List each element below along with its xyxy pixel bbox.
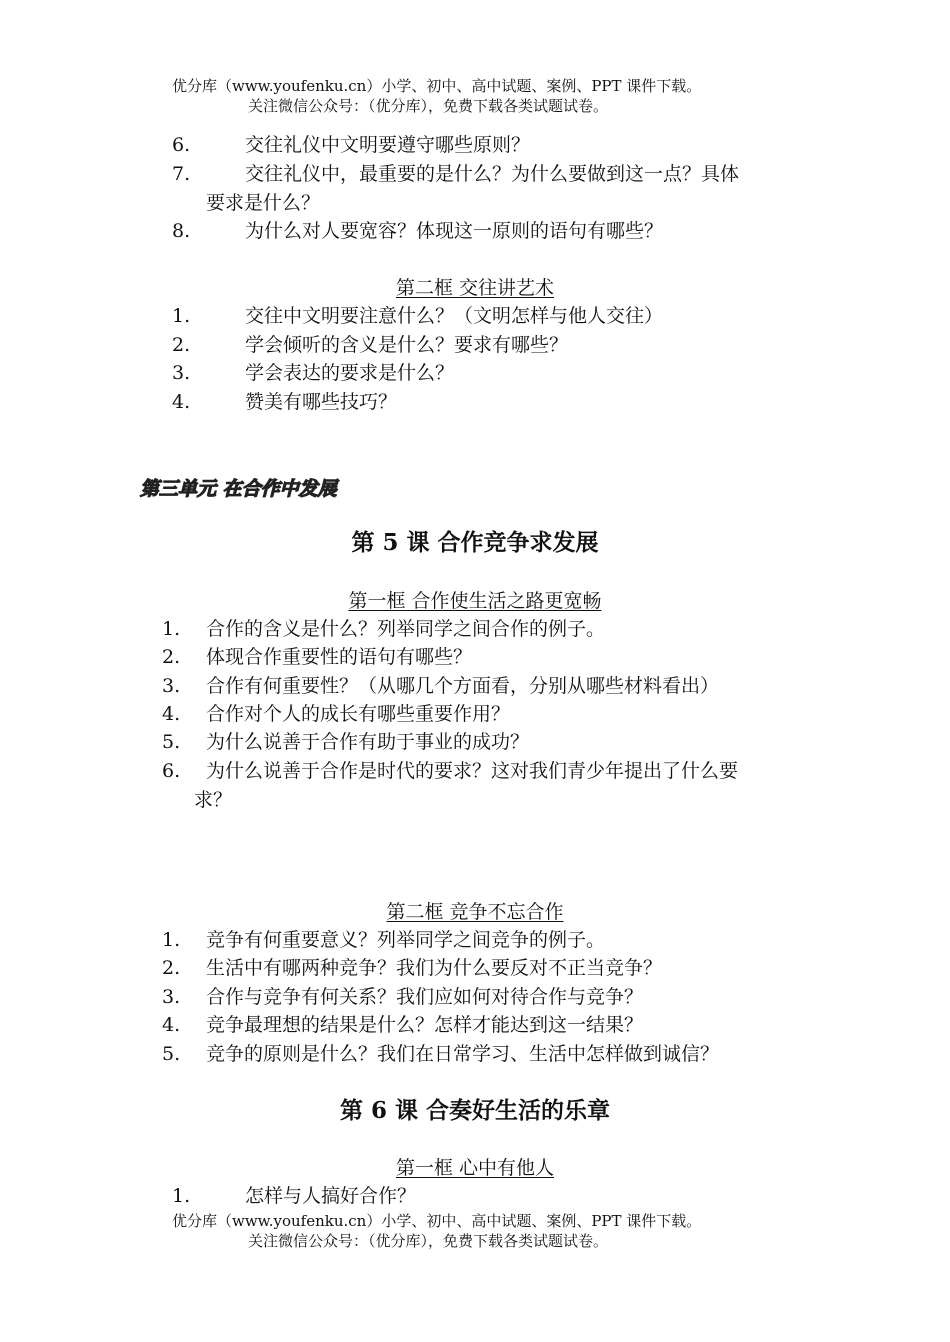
item-text: 竞争的原则是什么？我们在日常学习、生活中怎样做到诚信？ — [206, 1043, 720, 1065]
section-title: 第一框 心中有他人 — [395, 1157, 555, 1179]
section-title: 第二框 交往讲艺术 — [395, 277, 555, 299]
item-text: 交往礼仪中，最重要的是什么？为什么要做到这一点？具体 — [245, 163, 740, 185]
item-number: 5. — [162, 1043, 181, 1065]
unit-title: 第三单元 在合作中发展 — [140, 478, 337, 500]
section-title: 第一框 合作使生活之路更宽畅 — [348, 590, 602, 612]
item-number: 3. — [162, 675, 181, 697]
header-line-2: 关注微信公众号：（优分库），免费下载各类试题试卷。 — [248, 97, 609, 115]
item-text: 赞美有哪些技巧？ — [245, 391, 398, 413]
item-text: 为什么说善于合作是时代的要求？这对我们青少年提出了什么要 — [206, 760, 739, 782]
item-text: 为什么对人要宽容？体现这一原则的语句有哪些？ — [245, 220, 664, 242]
item-text: 交往礼仪中文明要遵守哪些原则？ — [245, 134, 531, 156]
lesson-title: 第 6 课 合奏好生活的乐章 — [339, 1097, 611, 1124]
item-number: 1. — [172, 1185, 191, 1207]
item-number: 2. — [162, 646, 181, 668]
item-number: 3. — [172, 362, 191, 384]
item-text: 学会表达的要求是什么？ — [245, 362, 455, 384]
item-number: 5. — [162, 731, 181, 753]
item-text: 体现合作重要性的语句有哪些？ — [206, 646, 473, 668]
item-text-continued: 求？ — [194, 789, 233, 811]
item-text: 竞争有何重要意义？列举同学之间竞争的例子。 — [206, 929, 606, 951]
item-text: 学会倾听的含义是什么？要求有哪些？ — [245, 334, 569, 356]
section-heading — [0, 587, 950, 615]
item-number: 1. — [172, 305, 191, 327]
item-text: 竞争最理想的结果是什么？怎样才能达到这一结果？ — [206, 1014, 644, 1036]
item-number: 6. — [162, 760, 181, 782]
item-number: 4. — [162, 1014, 181, 1036]
section-heading — [0, 898, 950, 926]
item-number: 1. — [162, 929, 181, 951]
item-text: 合作与竞争有何关系？我们应如何对待合作与竞争？ — [206, 986, 644, 1008]
item-text: 交往中文明要注意什么？（文明怎样与他人交往） — [245, 305, 664, 327]
item-text: 合作对个人的成长有哪些重要作用？ — [206, 703, 511, 725]
item-text: 生活中有哪两种竞争？我们为什么要反对不正当竞争？ — [206, 957, 663, 979]
item-text: 为什么说善于合作有助于事业的成功？ — [206, 731, 530, 753]
lesson-title: 第 5 课 合作竞争求发展 — [351, 529, 599, 556]
header-line-1: 优分库（www.youfenku.cn）小学、初中、高中试题、案例、PPT 课件下载。 — [172, 77, 702, 95]
item-text-continued: 要求是什么？ — [206, 192, 321, 214]
footer-line-2: 关注微信公众号：（优分库），免费下载各类试题试卷。 — [248, 1232, 609, 1250]
section-heading — [0, 274, 950, 302]
item-number: 8. — [172, 220, 191, 242]
footer-line-1: 优分库（www.youfenku.cn）小学、初中、高中试题、案例、PPT 课件下载。 — [172, 1212, 702, 1230]
item-text: 合作的含义是什么？列举同学之间合作的例子。 — [206, 618, 606, 640]
item-number: 3. — [162, 986, 181, 1008]
item-text: 怎样与人搞好合作？ — [245, 1185, 417, 1207]
item-text: 合作有何重要性？（从哪几个方面看，分别从哪些材料看出） — [206, 675, 720, 697]
item-number: 6. — [172, 134, 191, 156]
item-number: 1. — [162, 618, 181, 640]
section-heading — [0, 1154, 950, 1182]
item-number: 2. — [172, 334, 191, 356]
item-number: 7. — [172, 163, 191, 185]
section-title: 第二框 竞争不忘合作 — [386, 901, 564, 923]
item-number: 2. — [162, 957, 181, 979]
item-number: 4. — [162, 703, 181, 725]
item-number: 4. — [172, 391, 191, 413]
